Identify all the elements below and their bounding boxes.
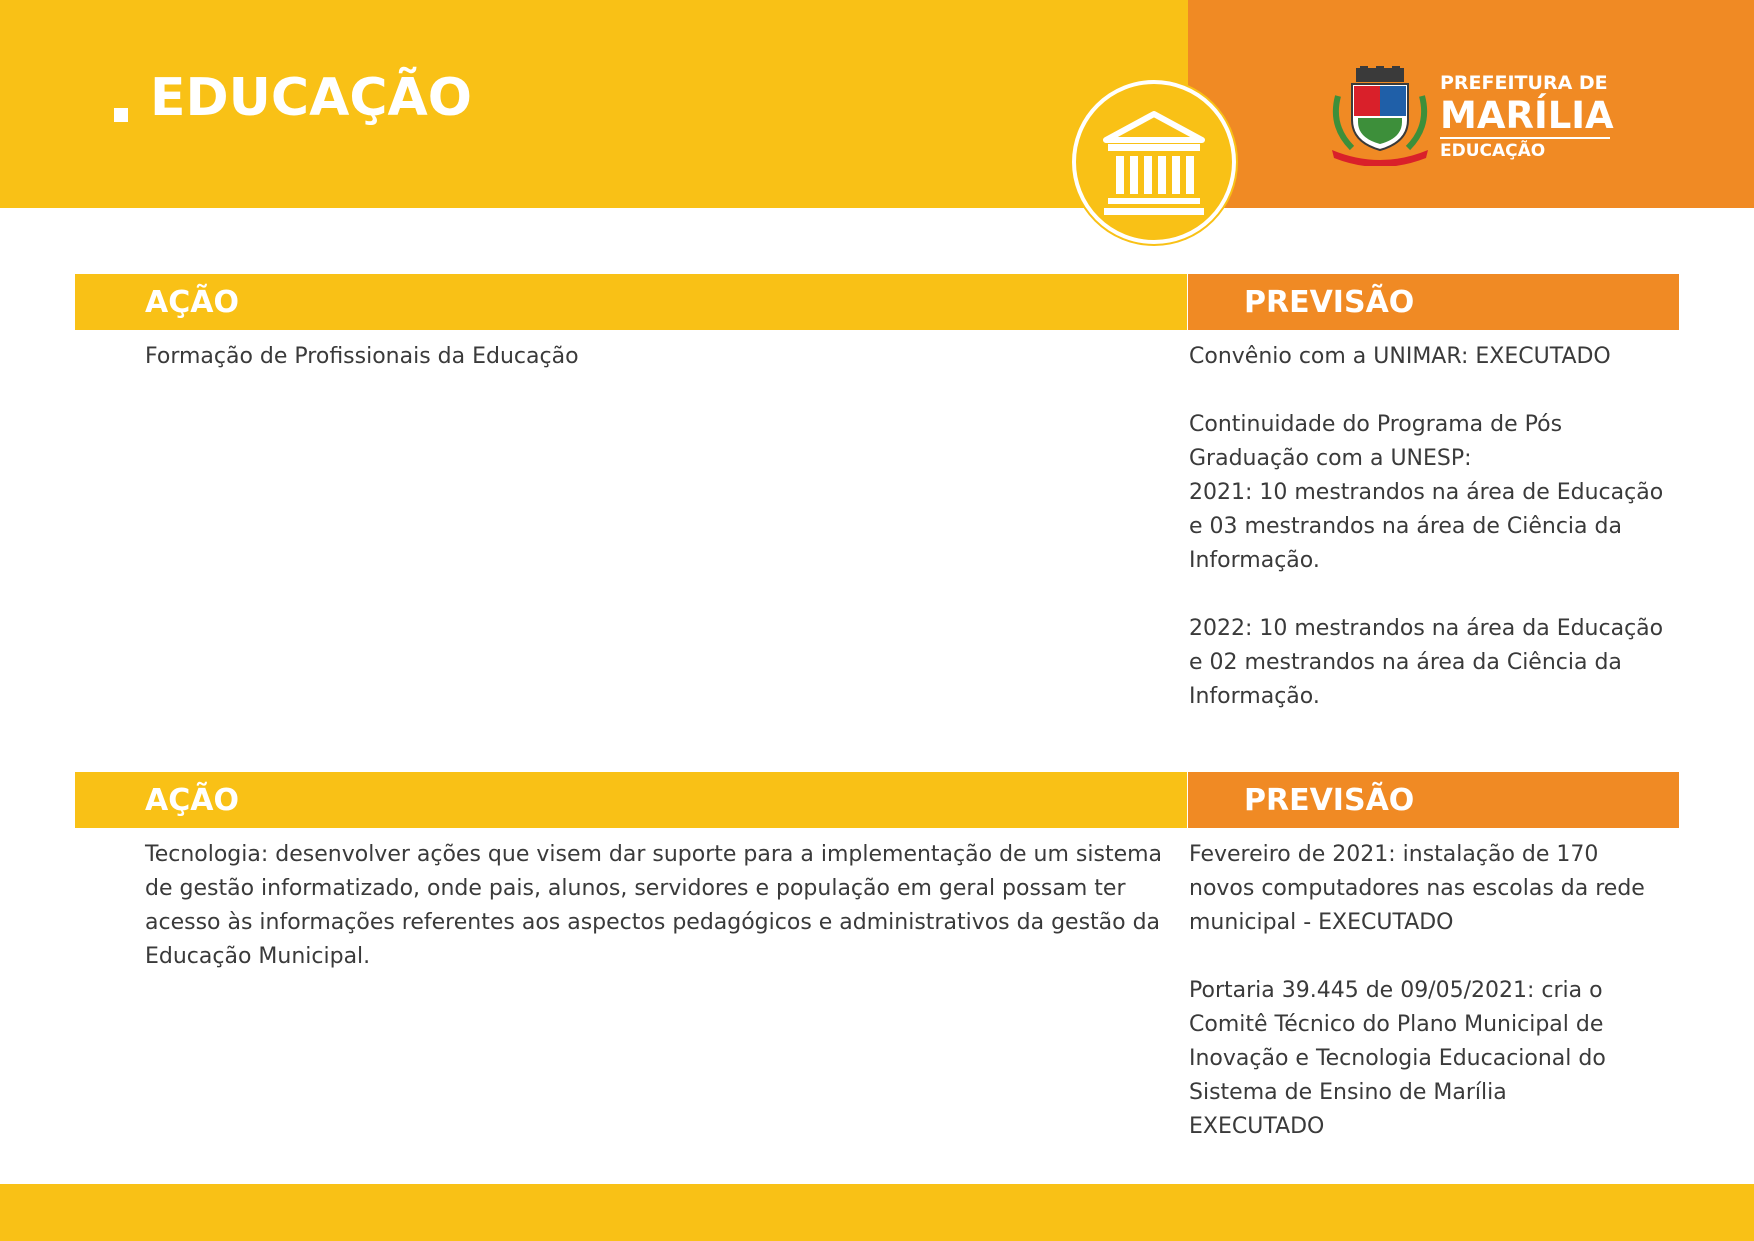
previsao-paragraph: Portaria 39.445 de 09/05/2021: cria o Comitê Técnico do Plano Municipal de Inovação e Tecnologia Educacional do Sistema de Ensino de Marília EXECUTADO	[1189, 978, 1606, 1139]
title-bullet	[114, 108, 128, 122]
logo-line-marilia: MARÍLIA	[1440, 94, 1614, 137]
acao-header-label: AÇÃO	[145, 783, 239, 818]
action-section-2	[75, 772, 1679, 1172]
previsao-header	[1188, 772, 1679, 828]
previsao-description	[1189, 838, 1669, 1144]
previsao-paragraph: 2022: 10 mestrandos na área da Educação e 02 mestrandos na área da Ciência da Informação.	[1189, 616, 1664, 709]
municipal-coat-of-arms-icon	[1328, 66, 1432, 166]
previsao-description	[1189, 340, 1669, 714]
previsao-paragraph: Continuidade do Programa de Pós Graduação com a UNESP: 2021: 10 mestrandos na área de Educação e 03 mestrandos na área de Ciência da Informação.	[1189, 412, 1664, 573]
acao-header-label: AÇÃO	[145, 285, 239, 320]
previsao-paragraph: Fevereiro de 2021: instalação de 170 novos computadores nas escolas da rede municipal - EXECUTADO	[1189, 842, 1645, 935]
prefeitura-logo	[1440, 74, 1614, 160]
government-building-icon	[1070, 78, 1238, 246]
previsao-paragraph: Convênio com a UNIMAR: EXECUTADO	[1189, 344, 1611, 369]
logo-line-prefeitura: PREFEITURA DE	[1440, 72, 1608, 94]
action-section-1	[75, 274, 1679, 714]
previsao-header	[1188, 274, 1679, 330]
emblem-circle	[1070, 78, 1238, 246]
footer-band	[0, 1184, 1754, 1241]
logo-divider	[1440, 137, 1610, 139]
previsao-header-label: PREVISÃO	[1244, 783, 1415, 818]
acao-description: Tecnologia: desenvolver ações que visem dar suporte para a implementação de um sistema de gestão informatizado, onde pais, alunos, servidores e população em geral possam ter acesso às informações referentes aos aspectos pedagógicos e administrativos da gestão da Educação Municipal.	[145, 842, 1163, 969]
acao-description: Formação de Profissionais da Educação	[145, 344, 579, 369]
acao-header	[75, 772, 1187, 828]
previsao-header-label: PREVISÃO	[1244, 285, 1415, 320]
acao-header	[75, 274, 1187, 330]
logo-line-educacao: EDUCAÇÃO	[1440, 141, 1546, 161]
page-title: EDUCAÇÃO	[150, 68, 472, 128]
